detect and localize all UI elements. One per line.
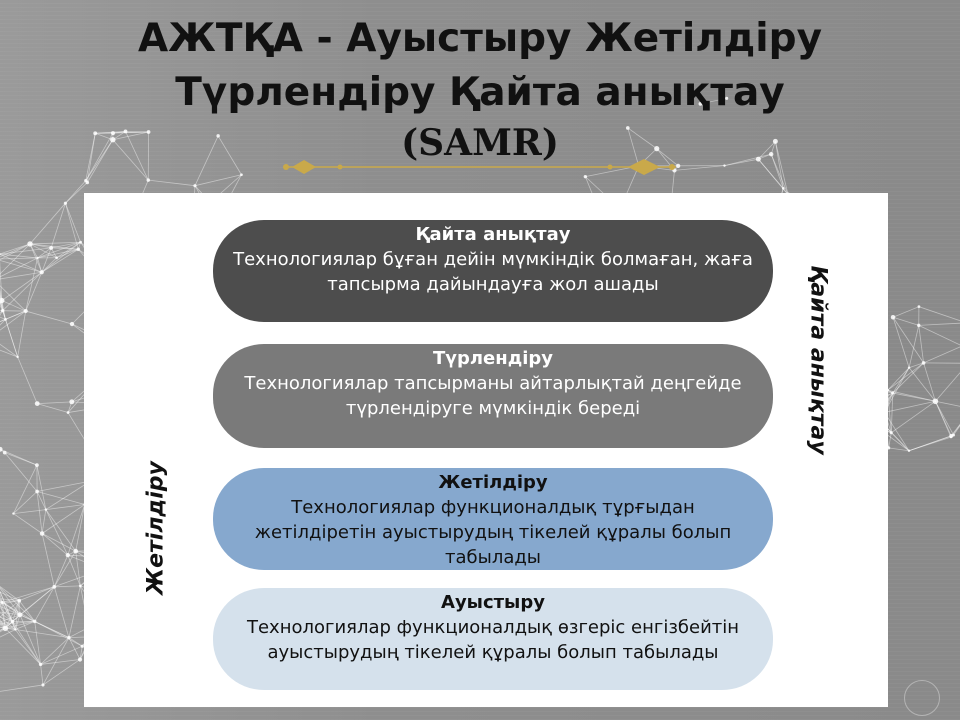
level-modification-title: Түрлендіру bbox=[432, 348, 554, 369]
network-link bbox=[30, 203, 65, 244]
network-link bbox=[2, 301, 26, 312]
network-link bbox=[888, 363, 924, 390]
network-link bbox=[3, 272, 42, 310]
network-link bbox=[891, 433, 909, 451]
network-node bbox=[49, 246, 53, 250]
network-node bbox=[782, 187, 785, 190]
network-link bbox=[893, 317, 909, 367]
slide-title-line-3: (SAMR) bbox=[401, 122, 559, 164]
network-node bbox=[79, 241, 82, 244]
network-node bbox=[35, 490, 39, 494]
network-link bbox=[42, 510, 46, 534]
network-node bbox=[16, 356, 18, 358]
network-node bbox=[73, 549, 78, 554]
network-node bbox=[69, 399, 74, 404]
network-link bbox=[5, 628, 40, 664]
network-node bbox=[18, 612, 23, 617]
network-node bbox=[890, 431, 893, 434]
level-redefinition-text: Технологиялар бұған дейін мүмкіндік болмаған, жаға тапсырма дайындауға жол ашады bbox=[233, 249, 753, 295]
network-node bbox=[40, 531, 45, 536]
network-link bbox=[909, 436, 951, 451]
network-node bbox=[922, 361, 926, 365]
network-node bbox=[40, 270, 44, 274]
network-link bbox=[42, 504, 85, 533]
network-link bbox=[0, 258, 38, 280]
corner-decoration bbox=[904, 680, 940, 716]
level-redefinition-title: Қайта анықтау bbox=[415, 224, 571, 245]
network-link bbox=[919, 325, 960, 346]
network-link bbox=[13, 465, 36, 513]
network-link bbox=[935, 363, 960, 401]
network-link bbox=[893, 317, 919, 325]
network-node bbox=[78, 657, 82, 661]
network-node bbox=[147, 178, 150, 181]
network-link bbox=[0, 630, 15, 651]
network-link bbox=[924, 346, 960, 363]
network-node bbox=[949, 434, 953, 438]
network-link bbox=[935, 401, 951, 436]
level-substitution-title: Ауыстыру bbox=[441, 592, 545, 613]
network-node bbox=[33, 620, 37, 624]
network-link bbox=[37, 492, 42, 534]
network-node bbox=[64, 202, 67, 205]
network-node bbox=[52, 585, 56, 589]
network-node bbox=[11, 620, 14, 623]
network-node bbox=[70, 322, 74, 326]
network-link bbox=[0, 311, 3, 344]
network-node bbox=[27, 241, 32, 246]
network-node bbox=[908, 366, 910, 368]
network-link bbox=[13, 621, 41, 664]
network-link bbox=[0, 280, 26, 311]
network-node bbox=[12, 512, 14, 514]
network-node bbox=[35, 463, 39, 467]
network-node bbox=[918, 305, 921, 308]
network-link bbox=[195, 175, 241, 186]
network-link bbox=[26, 311, 72, 324]
network-link bbox=[0, 258, 38, 259]
network-link bbox=[19, 587, 54, 601]
network-link bbox=[65, 203, 80, 242]
network-link bbox=[148, 180, 195, 186]
network-node bbox=[14, 628, 16, 630]
network-node bbox=[891, 391, 894, 394]
side-label-enhancement: Жетілдіру bbox=[143, 461, 169, 595]
network-link bbox=[46, 510, 76, 552]
network-node bbox=[55, 256, 58, 259]
network-link bbox=[37, 404, 68, 413]
level-substitution-text: Технологиялар функционалдық өзгеріс енгізбейтін ауыстырудың тікелей құралы болып табылады bbox=[246, 617, 740, 663]
network-node bbox=[66, 553, 70, 557]
network-node bbox=[41, 683, 44, 686]
network-link bbox=[893, 307, 919, 318]
slide-title-line-2: Түрлендіру Қайта анықтау bbox=[175, 70, 785, 115]
level-modification bbox=[213, 344, 773, 448]
network-link bbox=[919, 307, 960, 323]
network-node bbox=[3, 451, 7, 455]
network-node bbox=[1, 309, 4, 312]
network-link bbox=[51, 203, 65, 248]
network-node bbox=[240, 173, 243, 176]
network-link bbox=[54, 586, 80, 587]
network-link bbox=[13, 514, 42, 534]
network-link bbox=[0, 330, 18, 357]
network-node bbox=[723, 164, 725, 166]
network-link bbox=[674, 166, 724, 171]
network-link bbox=[46, 510, 68, 556]
level-substitution bbox=[213, 588, 773, 690]
network-link bbox=[889, 433, 892, 448]
network-node bbox=[84, 179, 87, 182]
network-link bbox=[54, 555, 68, 587]
level-modification-text: Технологиялар тапсырманы айтарлықтай деңгейде түрлендіруге мүмкіндік береді bbox=[244, 373, 742, 419]
network-link bbox=[18, 357, 38, 404]
network-node bbox=[24, 309, 28, 313]
network-node bbox=[67, 636, 70, 639]
level-redefinition bbox=[213, 220, 773, 322]
network-link bbox=[0, 319, 5, 343]
network-link bbox=[13, 492, 37, 514]
level-augmentation bbox=[213, 468, 773, 570]
network-node bbox=[67, 411, 70, 414]
slide-title-line-1: АЖТҚА - Ауыстыру Жетілдіру bbox=[138, 16, 822, 61]
network-link bbox=[919, 323, 960, 326]
level-augmentation-title: Жетілдіру bbox=[438, 472, 548, 493]
title-ornament bbox=[280, 152, 680, 182]
network-node bbox=[36, 257, 38, 259]
network-link bbox=[54, 551, 75, 587]
network-node bbox=[3, 626, 8, 632]
network-node bbox=[917, 324, 920, 327]
network-link bbox=[37, 402, 72, 404]
network-node bbox=[933, 398, 939, 404]
network-link bbox=[69, 586, 80, 638]
network-node bbox=[77, 248, 81, 252]
network-node bbox=[45, 508, 47, 510]
network-link bbox=[54, 587, 69, 638]
network-node bbox=[891, 315, 896, 320]
network-link bbox=[0, 311, 26, 343]
network-link bbox=[0, 685, 43, 693]
network-link bbox=[41, 638, 69, 665]
network-link bbox=[909, 325, 919, 367]
network-link bbox=[65, 181, 85, 204]
network-link bbox=[0, 628, 5, 650]
network-node bbox=[79, 584, 82, 587]
network-link bbox=[13, 510, 45, 514]
network-link bbox=[924, 363, 936, 401]
network-link bbox=[41, 664, 43, 685]
network-node bbox=[1, 601, 4, 604]
network-node bbox=[4, 318, 7, 321]
level-augmentation-text: Технологиялар функционалдық тұрғыдан жетілдіретін ауыстырудың тікелей құралы болып табылады bbox=[254, 497, 732, 568]
network-node bbox=[17, 599, 21, 603]
network-link bbox=[42, 533, 54, 586]
network-link bbox=[18, 311, 26, 357]
side-label-transformation: Қайта анықтау bbox=[805, 265, 831, 455]
network-node bbox=[908, 450, 910, 452]
network-node bbox=[39, 663, 42, 666]
network-node bbox=[193, 184, 196, 187]
network-node bbox=[35, 401, 40, 406]
